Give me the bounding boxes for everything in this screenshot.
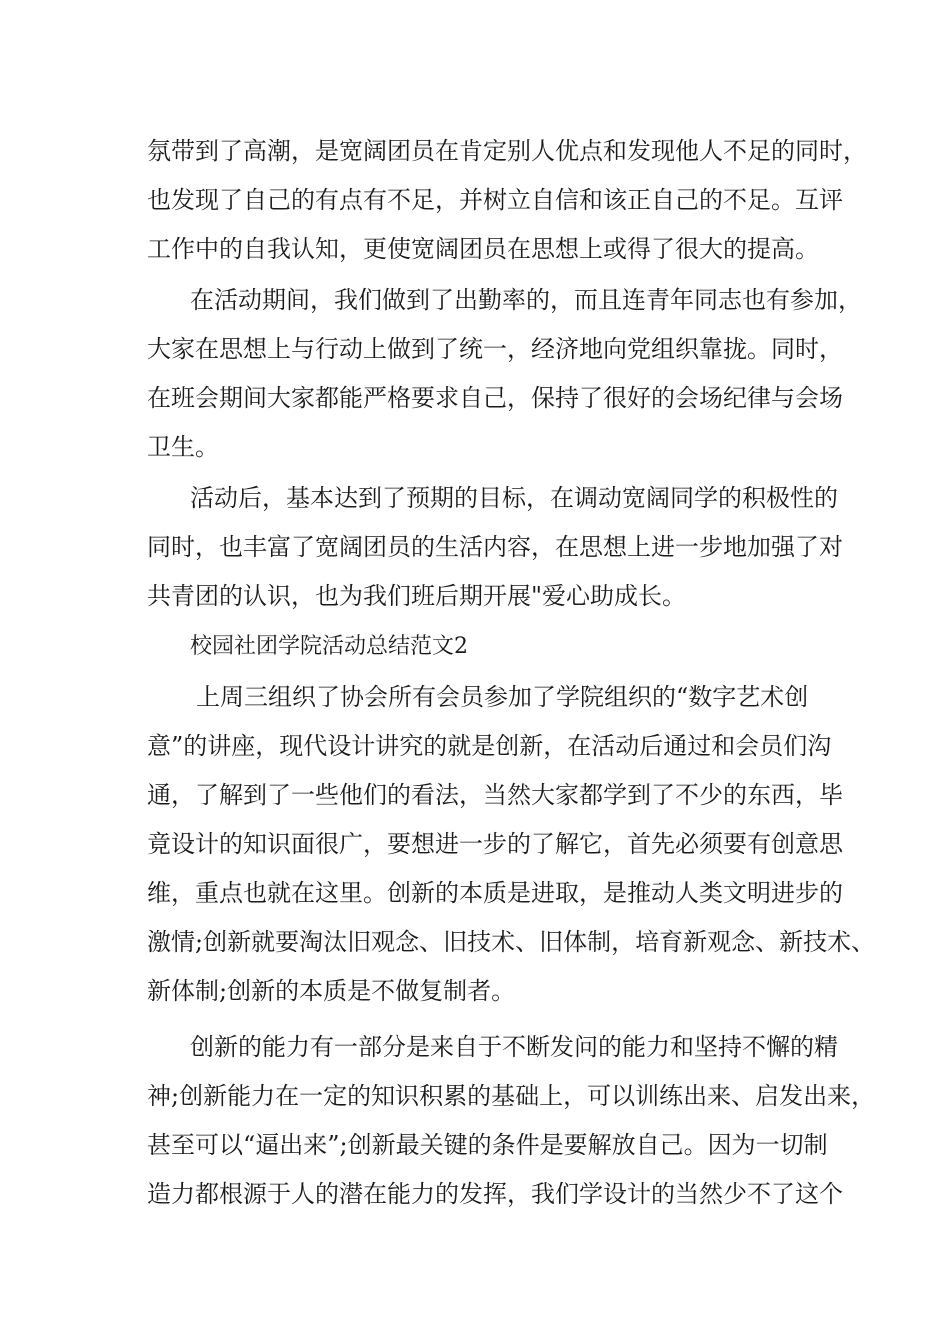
text-line: 大家在思想上与行动上做到了统一，经济地向党组织靠拢。同时， — [147, 335, 843, 363]
text-line: 上周三组织了协会所有会员参加了学院组织的“数字艺术创 — [196, 683, 809, 711]
text-line: 也发现了自己的有点有不足，并树立自信和该正自己的不足。互评 — [147, 186, 843, 214]
text-line: 维，重点也就在这里。创新的本质是进取，是推动人类文明进步的 — [147, 879, 843, 907]
text-line: 在活动期间，我们做到了出勤率的，而且连青年同志也有参加， — [190, 286, 862, 314]
text-line: 活动后，基本达到了预期的目标，在调动宽阔同学的积极性的 — [190, 484, 838, 512]
text-line: 通，了解到了一些他们的看法，当然大家都学到了不少的东西，毕 — [147, 781, 843, 809]
text-line: 神;创新能力在一定的知识积累的基础上，可以训练出来、启发出来， — [147, 1082, 876, 1110]
text-line: 造力都根源于人的潜在能力的发挥，我们学设计的当然少不了这个 — [147, 1180, 843, 1208]
text-line: 甚至可以“逼出来”;创新最关键的条件是要解放自己。因为一切制 — [147, 1131, 828, 1159]
text-line: 共青团的认识，也为我们班后期开展"爱心助成长。 — [147, 582, 687, 610]
text-line: 卫生。 — [147, 433, 219, 461]
text-line: 工作中的自我认知，更使宽阔团员在思想上或得了很大的提高。 — [147, 235, 819, 263]
text-line: 同时，也丰富了宽阔团员的生活内容，在思想上进一步地加强了对 — [147, 533, 843, 561]
section-heading: 校园社团学院活动总结范文2 — [190, 634, 468, 659]
text-line: 创新的能力有一部分是来自于不断发问的能力和坚持不懈的精 — [190, 1033, 838, 1061]
text-line: 氛带到了高潮，是宽阔团员在肯定别人优点和发现他人不足的同时， — [147, 137, 867, 165]
text-line: 竟设计的知识面很广，要想进一步的了解它，首先必须要有创意思 — [147, 830, 843, 858]
text-line: 激情;创新就要淘汰旧观念、旧技术、旧体制，培育新观念、新技术、 — [147, 928, 876, 956]
text-line: 意”的讲座，现代设计讲究的就是创新，在活动后通过和会员们沟 — [147, 732, 832, 760]
text-line: 新体制;创新的本质是不做复制者。 — [147, 977, 516, 1005]
text-line: 在班会期间大家都能严格要求自己，保持了很好的会场纪律与会场 — [147, 384, 843, 412]
